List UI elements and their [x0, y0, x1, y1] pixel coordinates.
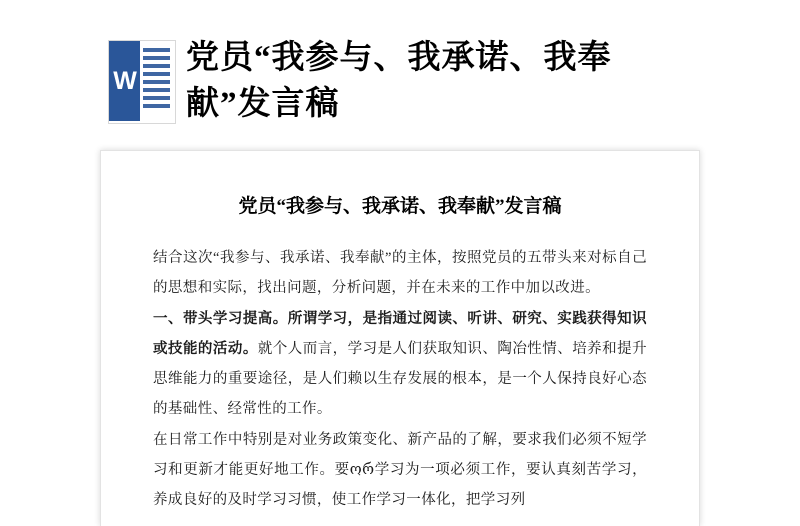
document-paragraph	[153, 426, 647, 515]
paragraph-text: 结合这次“我参与、我承诺、我奉献”的主体，按照党员的五带头来对标自己的思想和实际，找出问题，分析问题，并在未来的工作中加以改进。	[153, 250, 647, 296]
page-title: 党员“我参与、我承诺、我奉献”发言稿	[186, 40, 612, 122]
paragraph-text: 在日常工作中特别是对业务政策变化、新产品的了解，要求我们必须不短学习和更新才能更好地工作。要ორ学习为一项必须工作，要认真刻苦学习，养成良好的及时学习习惯，使工作学习一体化，把学习列	[153, 432, 647, 508]
word-icon-letter: W	[113, 66, 136, 95]
document-paragraph	[153, 305, 647, 424]
preview-header	[0, 0, 800, 150]
word-icon-lines	[143, 48, 170, 114]
document-sheet	[100, 150, 700, 526]
paragraph-text: 就个人而言，学习是人们获取知识、陶冶性情、培养和提升思维能力的重要途径，是人们赖以生存发展的根本，是一个人保持良好心态的基础性、经常性的工作。	[153, 341, 647, 417]
document-title: 党员“我参与、我承诺、我奉献”发言稿	[238, 196, 562, 217]
paragraph-bold-lead: 一、带头学习提高。所谓学习，是指通过阅读、听讲、研究、实践获得知识或技能的活动。	[153, 311, 647, 358]
word-icon-letter-block	[109, 41, 140, 121]
word-document-icon	[108, 40, 176, 124]
document-paragraph	[153, 244, 647, 303]
